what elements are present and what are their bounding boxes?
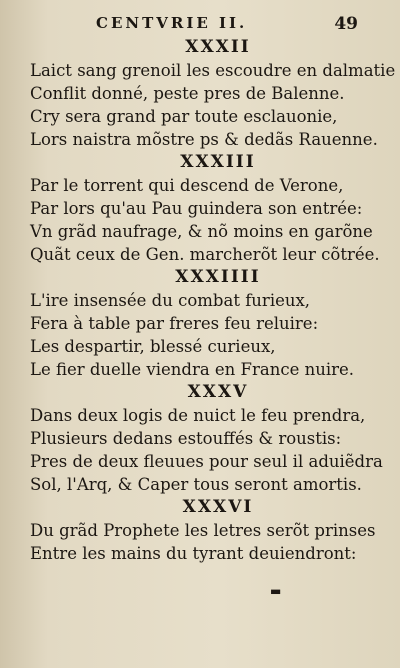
verse-line: Conflit donné, peste pres de Balenne.: [30, 84, 345, 103]
verse-line: Sol, l'Arq, & Caper tous seront amortis.: [30, 475, 362, 494]
verse-line: Cry sera grand par toute esclauonie,: [30, 107, 338, 126]
verse-line: Pres de deux fleuues pour seul il aduiẽdra: [30, 452, 383, 471]
quatrain-numeral: XXXII: [185, 37, 251, 57]
verse-line: Laict sang grenoil les escoudre en dalmatie: [30, 61, 396, 80]
verse-line: Entre les mains du tyrant deuiendront:: [30, 544, 357, 563]
verse-line: Fera à table par freres feu reluire:: [30, 314, 319, 333]
page-number: 49: [334, 14, 358, 34]
quatrain-numeral: XXXVI: [182, 497, 254, 517]
quatrain-numeral: XXXIII: [180, 152, 256, 172]
running-title: CENTVRIE II.: [96, 14, 248, 32]
verse-line: Plusieurs dedans estouffés & roustis:: [30, 429, 342, 448]
running-head: [0, 14, 400, 36]
verse-line: Par lors qu'au Pau guindera son entrée:: [30, 199, 363, 218]
verse-line: Vn grãd naufrage, & nõ moins en garõne: [30, 222, 373, 241]
verse-line: Lors naistra mõstre ps & dedãs Rauenne.: [30, 130, 378, 149]
verse-line: Le fier duelle viendra en France nuire.: [30, 360, 355, 379]
catchword-ornament: ▬: [270, 584, 282, 598]
verse-line: Par le torrent qui descend de Verone,: [30, 176, 344, 195]
verse-line: Les despartir, blessé curieux,: [30, 337, 276, 356]
verse-line: Quãt ceux de Gen. marcherõt leur cõtrée.: [30, 245, 380, 264]
quatrain-numeral: XXXV: [187, 382, 249, 402]
verse-body: [0, 36, 400, 565]
verse-line: Dans deux logis de nuict le feu prendra,: [30, 406, 366, 425]
verse-line: Du grãd Prophete les letres serõt prinses: [30, 521, 376, 540]
quatrain-numeral: XXXIIII: [175, 267, 261, 287]
verse-line: L'ire insensée du combat furieux,: [30, 291, 311, 310]
